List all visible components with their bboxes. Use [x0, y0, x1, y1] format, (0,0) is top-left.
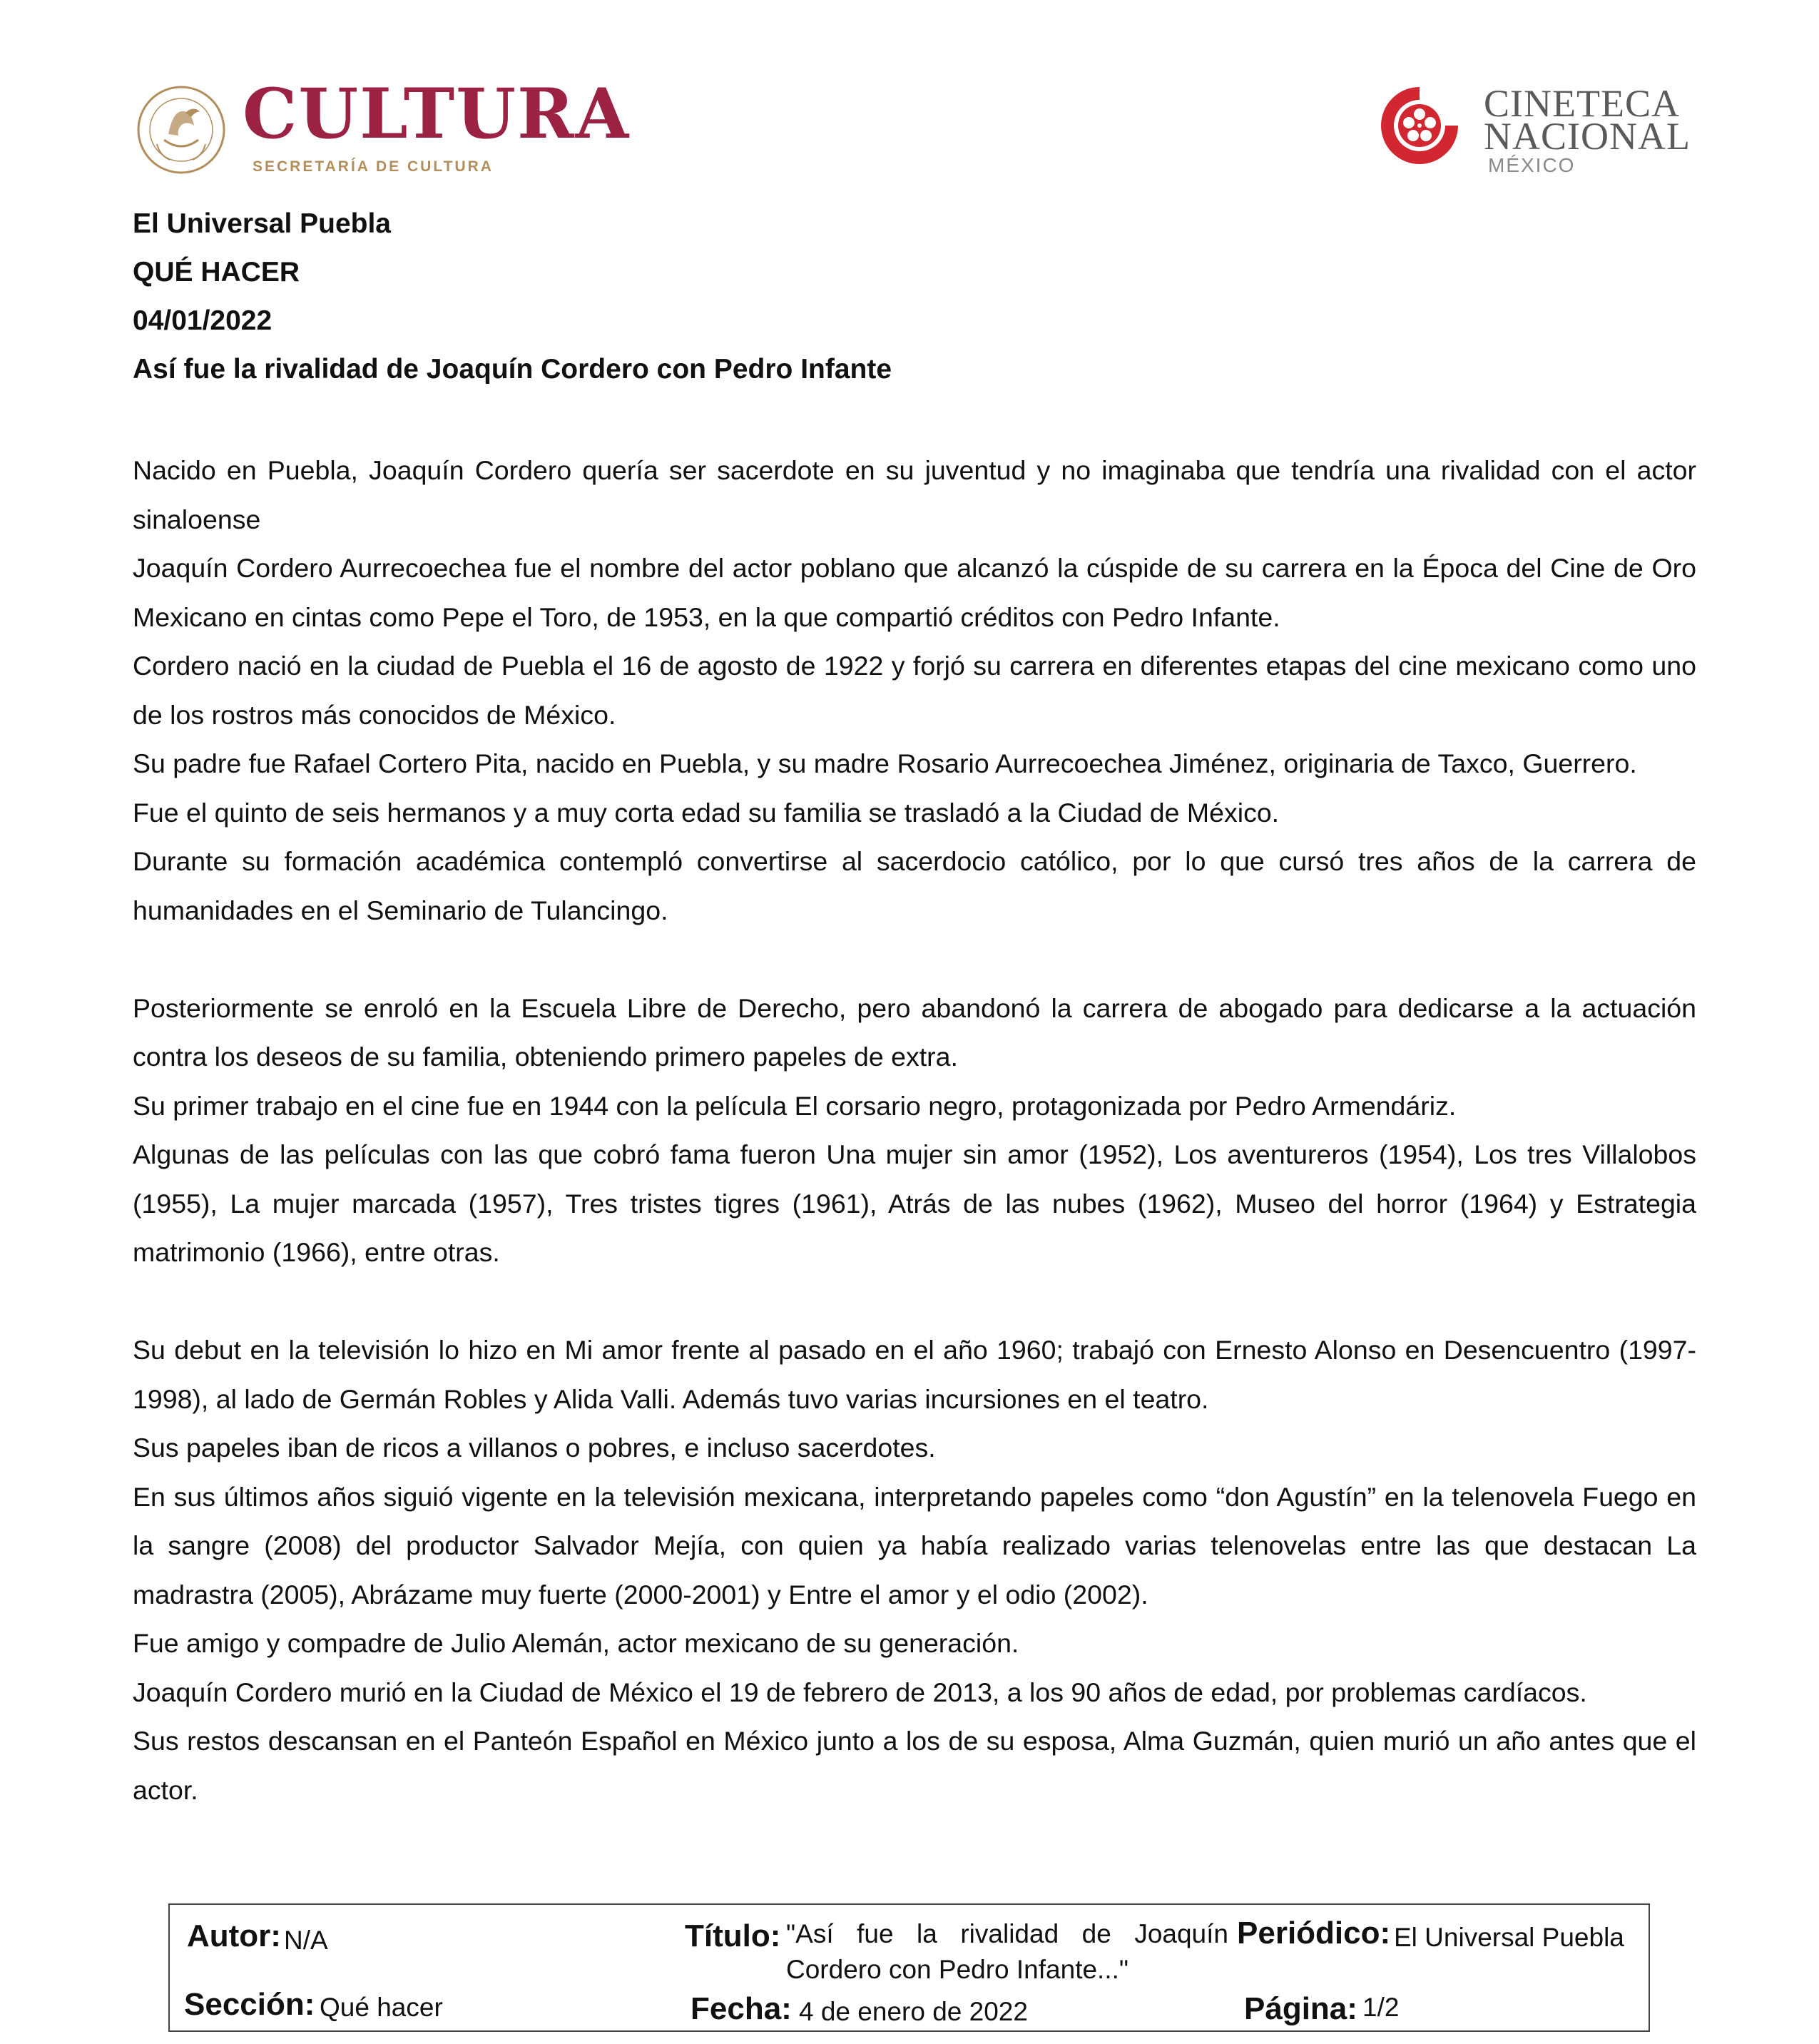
- cineteca-logo: [1377, 80, 1698, 180]
- autor-value: N/A: [284, 1926, 328, 1955]
- paragraph: Posteriormente se enroló en la Escuela Libre de Derecho, pero abandonó la carrera de abogado para dedicarse a la actuación contra los deseos de su familia, obteniendo primero papeles de extra.: [133, 992, 1696, 1072]
- paragraph: Algunas de las películas con las que cobró fama fueron Una mujer sin amor (1952), Los aventureros (1954), Los tres Villalobos (1955), La mujer marcada (1957), Tres tristes tigres (1961), Atrás de las nubes (1962), Museo del horror (1964) y Estrategia matrimonio (1966), entre otras.: [133, 1139, 1696, 1267]
- paragraph: En sus últimos años siguió vigente en la televisión mexicana, interpretando papeles como “don Agustín” en la telenovela Fuego en la sangre (2008) del productor Salvador Mejía, con quien ya había realizado varias telenovelas entre las que destacan La madrastra (2005), Abrázame muy fuerte (2000-2001) y Entre el amor y el odio (2002).: [133, 1481, 1696, 1610]
- section-name: QUÉ HACER: [133, 257, 300, 288]
- cineteca-line1: CINETECA: [1484, 82, 1680, 125]
- footer-info-box: [168, 1903, 1650, 2032]
- pagina-label: Página:: [1244, 1991, 1357, 2026]
- cultura-wordmark: CULTURA: [243, 73, 631, 154]
- fecha-label: Fecha:: [691, 1991, 792, 2026]
- seccion-value: Qué hacer: [320, 1993, 443, 2022]
- titulo-value: "Así fue la rivalidad de Joaquín Cordero con Pedro Infante...": [786, 1919, 1228, 1984]
- pagina-value: 1/2: [1362, 1993, 1400, 2022]
- paragraph: Su padre fue Rafael Cortero Pita, nacido en Puebla, y su madre Rosario Aurrecoechea Jiménez, originaria de Taxco, Guerrero.: [133, 748, 1637, 778]
- cineteca-line3: MÉXICO: [1488, 154, 1576, 176]
- fecha-value: 4 de enero de 2022: [799, 1997, 1028, 2026]
- headline: Así fue la rivalidad de Joaquín Cordero con Pedro Infante: [133, 354, 892, 385]
- paragraph: Cordero nació en la ciudad de Puebla el 16 de agosto de 1922 y forjó su carrera en diferentes etapas del cine mexicano como uno de los rostros más conocidos de México.: [133, 651, 1696, 730]
- paragraph: Sus papeles iban de ricos a villanos o pobres, e incluso sacerdotes.: [133, 1433, 936, 1463]
- seccion-label: Sección:: [184, 1987, 315, 2022]
- paragraph: Joaquín Cordero murió en la Ciudad de México el 19 de febrero de 2013, a los 90 años de edad, por problemas cardíacos.: [133, 1677, 1587, 1707]
- cineteca-line2: NACIONAL: [1484, 115, 1691, 158]
- mexican-seal-icon: [136, 84, 227, 176]
- cultura-logo: [136, 73, 631, 184]
- paragraph: Su primer trabajo en el cine fue en 1944 con la película El corsario negro, protagonizada por Pedro Armendáriz.: [133, 1090, 1457, 1121]
- paragraph: Sus restos descansan en el Panteón Español en México junto a los de su esposa, Alma Guzmán, quien murió un año antes que el actor.: [133, 1726, 1696, 1805]
- publication-date: 04/01/2022: [133, 305, 272, 336]
- newspaper-name: El Universal Puebla: [133, 208, 391, 239]
- titulo-label: Título:: [685, 1918, 781, 1953]
- film-reel-icon: [1377, 83, 1462, 168]
- autor-label: Autor:: [187, 1918, 281, 1953]
- paragraph: Fue el quinto de seis hermanos y a muy corta edad su familia se trasladó a la Ciudad de México.: [133, 797, 1280, 828]
- paragraph: Joaquín Cordero Aurrecoechea fue el nombre del actor poblano que alcanzó la cúspide de su carrera en la Época del Cine de Oro Mexicano en cintas como Pepe el Toro, de 1953, en la que compartió créditos con Pedro Infante.: [133, 553, 1696, 632]
- periodico-label: Periódico:: [1237, 1916, 1391, 1951]
- paragraph: Su debut en la televisión lo hizo en Mi amor frente al pasado en el año 1960; trabajó con Ernesto Alonso en Desencuentro (1997-1998), al lado de Germán Robles y Alida Valli. Además tuvo varias incursiones en el teatro.: [133, 1335, 1696, 1414]
- article-body: [133, 437, 1696, 1814]
- document-meta: [133, 200, 892, 394]
- paragraph: Durante su formación académica contempló convertirse al sacerdocio católico, por lo que cursó tres años de la carrera de humanidades en el Seminario de Tulancingo.: [133, 846, 1696, 925]
- cultura-subtitle: SECRETARÍA DE CULTURA: [253, 158, 494, 175]
- paragraph: Nacido en Puebla, Joaquín Cordero quería ser sacerdote en su juventud y no imaginaba que tendría una rivalidad con el actor sinaloense: [133, 455, 1696, 534]
- periodico-value: El Universal Puebla: [1394, 1923, 1624, 1952]
- paragraph: Fue amigo y compadre de Julio Alemán, actor mexicano de su generación.: [133, 1628, 1019, 1658]
